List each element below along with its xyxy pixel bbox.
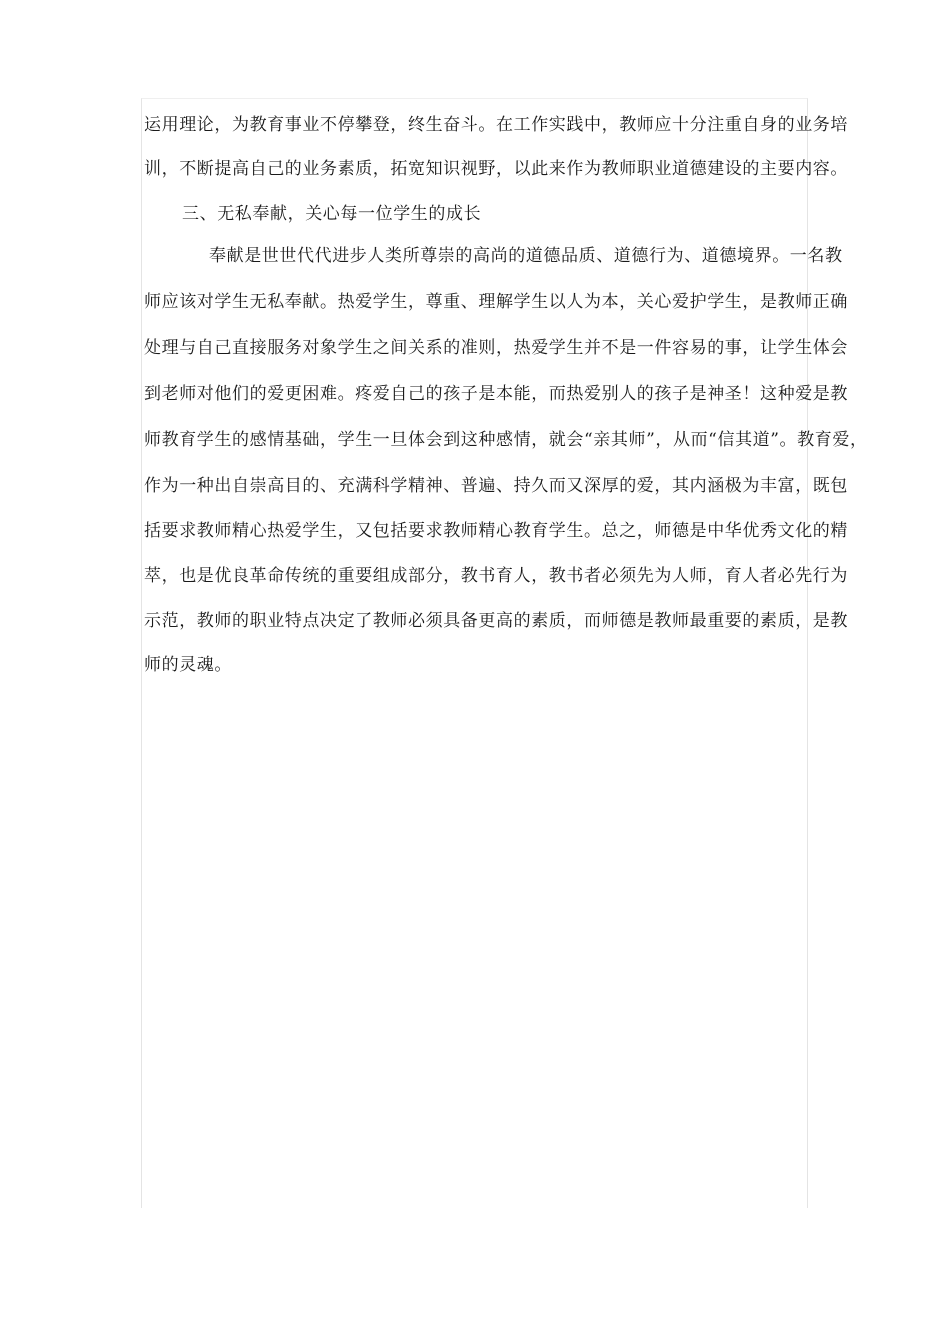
body-line-3: 处理与自己直接服务对象学生之间关系的准则，热爱学生并不是一件容易的事，让学生体会 xyxy=(144,338,848,358)
intro-line-2: 训，不断提高自己的业务素质，拓宽知识视野，以此来作为教师职业道德建设的主要内容。 xyxy=(144,159,848,179)
body-line-10: 师的灵魂。 xyxy=(144,655,232,675)
body-line-7: 括要求教师精心热爱学生，又包括要求教师精心教育学生。总之，师德是中华优秀文化的精 xyxy=(144,521,848,541)
section-heading: 三、无私奉献，关心每一位学生的成长 xyxy=(182,204,482,224)
body-line-5: 师教育学生的感情基础，学生一旦体会到这种感情，就会“亲其师”，从而“信其道”。教育爱， xyxy=(144,430,868,450)
body-line-9: 示范，教师的职业特点决定了教师必须具备更高的素质，而师德是教师最重要的素质，是教 xyxy=(144,611,848,631)
intro-line-1: 运用理论，为教育事业不停攀登，终生奋斗。在工作实践中，教师应十分注重自身的业务培 xyxy=(144,115,848,135)
body-line-4: 到老师对他们的爱更困难。疼爱自己的孩子是本能，而热爱别人的孩子是神圣！这种爱是教 xyxy=(144,384,848,404)
body-line-1: 奉献是世世代代进步人类所尊崇的高尚的道德品质、道德行为、道德境界。一名教 xyxy=(209,246,843,266)
body-line-2: 师应该对学生无私奉献。热爱学生，尊重、理解学生以人为本，关心爱护学生，是教师正确 xyxy=(144,292,848,312)
body-line-6: 作为一种出自崇高目的、充满科学精神、普遍、持久而又深厚的爱，其内涵极为丰富，既包 xyxy=(144,476,848,496)
body-line-8: 萃，也是优良革命传统的重要组成部分，教书育人，教书者必须先为人师，育人者必先行为 xyxy=(144,566,848,586)
